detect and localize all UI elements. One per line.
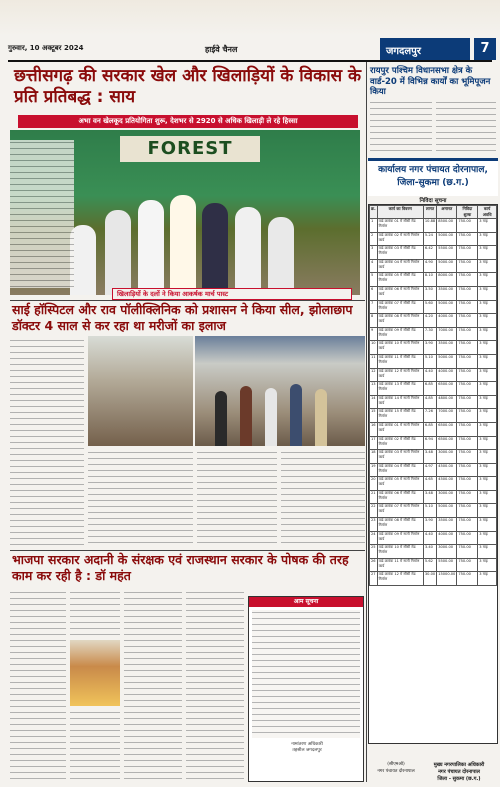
table-cell: वार्ड क्रमांक 07 में सीसी रोड निर्माण [377, 300, 423, 314]
table-cell: 17 [370, 436, 378, 450]
table-cell: 4.85 [423, 395, 436, 409]
table-cell: 13 [370, 382, 378, 396]
table-cell: 750.00 [457, 314, 478, 328]
table-row [370, 531, 497, 545]
table-row [370, 273, 497, 287]
table-cell: वार्ड क्रमांक 10 में सीसी रोड निर्माण [377, 545, 423, 559]
table-cell: 4500.00 [437, 477, 457, 491]
table-cell: 8500.00 [437, 219, 457, 233]
photo-person [268, 217, 294, 295]
signature-right: मुख्य नगरपालिका अधिकारी नगर पंचायत दोरनापाल जिला - सुकमा (छ.ग.) [433, 762, 485, 782]
table-cell: 3 माह [478, 273, 497, 287]
table-cell: 750.00 [457, 341, 478, 355]
table-cell: 3.90 [423, 518, 436, 532]
table-cell: 3 माह [478, 246, 497, 260]
table-row [370, 314, 497, 328]
table-cell: 3500.00 [437, 341, 457, 355]
table-cell: 3 माह [478, 395, 497, 409]
table-row [370, 219, 497, 233]
table-row [370, 232, 497, 246]
table-cell: 4500.00 [437, 463, 457, 477]
table-cell: 9 [370, 327, 378, 341]
table-cell: वार्ड क्रमांक 06 में सीसी रोड निर्माण [377, 490, 423, 504]
table-cell: 15000.00 [437, 572, 457, 586]
table-cell: 750.00 [457, 368, 478, 382]
table-cell: 6.85 [423, 422, 436, 436]
table-cell: वार्ड क्रमांक 01 में नाली निर्माण कार्य [377, 422, 423, 436]
table-cell: वार्ड क्रमांक 13 में सीसी रोड निर्माण [377, 382, 423, 396]
table-cell: 26 [370, 558, 378, 572]
photo-banner-text: FOREST [120, 136, 260, 162]
table-cell: 3 माह [478, 409, 497, 423]
table-cell: 3 माह [478, 463, 497, 477]
table-cell: 3 माह [478, 300, 497, 314]
table-cell: 3.50 [423, 286, 436, 300]
tender-table [368, 204, 498, 744]
table-cell: 750.00 [457, 531, 478, 545]
table-cell: वार्ड क्रमांक 07 में नाली निर्माण कार्य [377, 504, 423, 518]
table-cell: 7.26 [423, 409, 436, 423]
table-cell: 23 [370, 518, 378, 532]
table-cell: 6.85 [423, 382, 436, 396]
table-cell: 3 माह [478, 382, 497, 396]
table-cell: 3000.00 [437, 490, 457, 504]
table-cell: 8 [370, 314, 378, 328]
table-cell: 5.60 [423, 300, 436, 314]
photo-person [105, 210, 131, 295]
table-cell: 10.88 [423, 219, 436, 233]
table-cell: 3 माह [478, 219, 497, 233]
table-row [370, 545, 497, 559]
table-cell: 750.00 [457, 558, 478, 572]
table-cell: 4.40 [423, 531, 436, 545]
table-cell: 3 माह [478, 368, 497, 382]
table-cell: 750.00 [457, 422, 478, 436]
table-cell: वार्ड क्रमांक 09 में नाली निर्माण कार्य [377, 531, 423, 545]
table-row [370, 436, 497, 450]
table-cell: 8.10 [423, 273, 436, 287]
table-cell: वार्ड क्रमांक 14 में नाली निर्माण कार्य [377, 395, 423, 409]
table-cell: 3 [370, 246, 378, 260]
table-cell: 750.00 [457, 382, 478, 396]
photo-person [170, 195, 196, 295]
table-cell: 750.00 [457, 273, 478, 287]
middle-headline: साई हॉस्पिटल और राव पॉलीक्लिनिक को प्रशासन ने किया सील, झोलाछाप डॉक्टर 4 साल से कर रहा था मरीजों का इलाज [12, 302, 353, 333]
table-header: कार्य का विवरण [377, 206, 423, 219]
table-cell: 750.00 [457, 518, 478, 532]
table-cell: 4800.00 [437, 395, 457, 409]
table-cell: 3.48 [423, 490, 436, 504]
table-cell: 4000.00 [437, 531, 457, 545]
table-cell: वार्ड क्रमांक 11 में नाली निर्माण कार्य [377, 558, 423, 572]
table-row [370, 259, 497, 273]
table-cell: 4000.00 [437, 314, 457, 328]
column-rule [366, 62, 367, 782]
table-cell: 6.42 [423, 246, 436, 260]
table-cell: 750.00 [457, 477, 478, 491]
table-cell: वार्ड क्रमांक 15 में सीसी रोड निर्माण [377, 409, 423, 423]
table-header: क्र. [370, 206, 378, 219]
table-cell: 5000.00 [437, 259, 457, 273]
table-cell: वार्ड क्रमांक 10 में नाली निर्माण कार्य [377, 341, 423, 355]
newspaper-name: हाईवे चैनल [205, 45, 238, 54]
table-cell: वार्ड क्रमांक 11 में सीसी रोड निर्माण [377, 354, 423, 368]
table-cell: वार्ड क्रमांक 05 में सीसी रोड निर्माण [377, 273, 423, 287]
page-number: 7 [474, 38, 496, 60]
table-cell: 750.00 [457, 232, 478, 246]
table-row [370, 490, 497, 504]
table-cell: वार्ड क्रमांक 06 में नाली निर्माण कार्य [377, 286, 423, 300]
table-cell: 7000.00 [437, 327, 457, 341]
table-cell: 3 माह [478, 341, 497, 355]
table-cell: 750.00 [457, 463, 478, 477]
table-cell: 3 माह [478, 490, 497, 504]
body-text-column [197, 450, 277, 548]
tender-subtitle: निविदा सूचना [419, 198, 447, 204]
table-cell: 6 [370, 286, 378, 300]
table-cell: 3 माह [478, 545, 497, 559]
table-cell: 3 माह [478, 286, 497, 300]
table-cell: 10 [370, 341, 378, 355]
table-cell: 5.62 [423, 558, 436, 572]
table-cell: 750.00 [457, 572, 478, 586]
photo-person [202, 203, 228, 295]
table-cell: 3 माह [478, 422, 497, 436]
table-cell: वार्ड क्रमांक 05 में नाली निर्माण कार्य [377, 477, 423, 491]
table-cell: 3 माह [478, 327, 497, 341]
table-row [370, 572, 497, 586]
right-headline: रायपुर पश्चिम विधानसभा क्षेत्र के वार्ड-20 में विभिन्न कार्यों का भूमिपूजन किया [370, 66, 491, 97]
table-cell: 15 [370, 409, 378, 423]
table-row [370, 354, 497, 368]
table-cell: वार्ड क्रमांक 02 में सीसी रोड निर्माण [377, 436, 423, 450]
table-row [370, 300, 497, 314]
table-cell: 4.97 [423, 463, 436, 477]
body-text-column [124, 590, 182, 780]
city-label: जगदलपुर [380, 38, 470, 60]
table-cell: 3 माह [478, 436, 497, 450]
table-cell: 750.00 [457, 354, 478, 368]
table-row [370, 450, 497, 464]
body-text-column [10, 140, 74, 288]
table-cell: 3 माह [478, 232, 497, 246]
table-cell: 3500.00 [437, 286, 457, 300]
table-cell: 22 [370, 504, 378, 518]
body-text-column [10, 338, 84, 548]
photo-caption [112, 288, 352, 300]
table-cell: 5500.00 [437, 246, 457, 260]
table-cell: 3000.00 [437, 545, 457, 559]
table-row [370, 246, 497, 260]
table-cell: 750.00 [457, 395, 478, 409]
table-cell: 6500.00 [437, 382, 457, 396]
table-cell: वार्ड क्रमांक 04 में नाली निर्माण कार्य [377, 259, 423, 273]
office-title: कार्यालय नगर पंचायत दोरनापाल, जिला-सुकमा (छ.ग.) [368, 158, 498, 196]
table-cell: 24 [370, 531, 378, 545]
table-cell: 750.00 [457, 286, 478, 300]
body-text-column [88, 450, 193, 548]
table-cell: 5000.00 [437, 300, 457, 314]
table-cell: 3.48 [423, 450, 436, 464]
table-row [370, 518, 497, 532]
table-cell: 19 [370, 463, 378, 477]
table-cell: 750.00 [457, 450, 478, 464]
table-cell: 20 [370, 477, 378, 491]
table-cell: 7.30 [423, 327, 436, 341]
table-row [370, 409, 497, 423]
table-cell: 7000.00 [437, 409, 457, 423]
table-cell: 2 [370, 232, 378, 246]
table-cell: 5.10 [423, 354, 436, 368]
table-cell: वार्ड क्रमांक 02 में नाली निर्माण कार्य [377, 232, 423, 246]
notice-signature: नामांतरण अधिकारी तहसील जगदलपुर [291, 742, 323, 753]
issue-date: गुरुवार, 10 अक्टूबर 2024 [8, 44, 84, 52]
table-cell: 750.00 [457, 490, 478, 504]
table-row [370, 422, 497, 436]
public-notice-title: आम सूचना [249, 597, 363, 607]
table-cell: 3.90 [423, 341, 436, 355]
body-text-column [70, 590, 120, 636]
table-cell: वार्ड क्रमांक 08 में नाली निर्माण कार्य [377, 314, 423, 328]
photo-person [235, 207, 261, 295]
bottom-headline: भाजपा सरकार अदानी के संरक्षक एवं राजस्थान सरकार के पोषक की तरह काम कर रही है : डॉ महंत [12, 552, 349, 583]
photo-person [138, 200, 164, 295]
section-rule [10, 300, 365, 301]
table-cell: 3000.00 [437, 450, 457, 464]
table-cell: 750.00 [457, 327, 478, 341]
table-header: अमानत [437, 206, 457, 219]
table-cell: 3500.00 [437, 518, 457, 532]
table-cell: 750.00 [457, 545, 478, 559]
table-cell: 750.00 [457, 259, 478, 273]
table-row [370, 558, 497, 572]
table-header: निविदा शुल्क [457, 206, 478, 219]
table-cell: 750.00 [457, 219, 478, 233]
table-row [370, 341, 497, 355]
table-cell: वार्ड क्रमांक 04 में सीसी रोड निर्माण [377, 463, 423, 477]
table-row [370, 463, 497, 477]
table-cell: 8000.00 [437, 273, 457, 287]
table-row [370, 286, 497, 300]
table-cell: वार्ड क्रमांक 12 में सीसी रोड निर्माण [377, 572, 423, 586]
table-cell: 4 [370, 259, 378, 273]
table-cell: 5000.00 [437, 504, 457, 518]
table-cell: 3 माह [478, 314, 497, 328]
clinic-photo [88, 336, 193, 446]
table-cell: वार्ड क्रमांक 12 में नाली निर्माण कार्य [377, 368, 423, 382]
table-cell: 11 [370, 354, 378, 368]
table-cell: 6500.00 [437, 436, 457, 450]
body-text-column [436, 100, 496, 154]
table-cell: 750.00 [457, 246, 478, 260]
table-cell: 27 [370, 572, 378, 586]
table-cell: 4000.00 [437, 368, 457, 382]
photo-caption-text: खिलाड़ियों के दलों ने किया आकर्षक मार्च पास्ट [117, 290, 229, 298]
table-cell: वार्ड क्रमांक 08 में सीसी रोड निर्माण [377, 518, 423, 532]
table-cell: 25 [370, 545, 378, 559]
notice-text [252, 610, 360, 738]
table-cell: 18 [370, 450, 378, 464]
table-cell: वार्ड क्रमांक 09 में सीसी रोड निर्माण [377, 327, 423, 341]
table-row [370, 327, 497, 341]
table-cell: 3 माह [478, 354, 497, 368]
table-header: कार्य अवधि [478, 206, 497, 219]
body-text-column [186, 590, 244, 780]
masthead-background [0, 0, 500, 36]
lead-subheadline: अभा वन खेलकूद प्रतियोगिता शुरू, देशभर से 2920 से अधिक खिलाड़ी ले रहे हिस्सा [18, 115, 358, 128]
table-header: लागत [423, 206, 436, 219]
table-cell: 5.10 [423, 504, 436, 518]
raid-photo [195, 336, 365, 446]
table-cell: 21 [370, 490, 378, 504]
table-cell: 12 [370, 368, 378, 382]
table-cell: 750.00 [457, 504, 478, 518]
table-cell: 3 माह [478, 558, 497, 572]
table-cell: वार्ड क्रमांक 01 में सीसी रोड निर्माण [377, 219, 423, 233]
body-text-column [10, 590, 66, 780]
table-cell: 3 माह [478, 477, 497, 491]
header-rule [8, 60, 492, 62]
table-cell: 750.00 [457, 436, 478, 450]
table-cell: 3.40 [423, 545, 436, 559]
table-cell: 750.00 [457, 409, 478, 423]
section-rule [10, 550, 365, 551]
table-cell: 16 [370, 422, 378, 436]
table-cell: 14 [370, 395, 378, 409]
table-cell: 4.90 [423, 259, 436, 273]
table-cell: 5500.00 [437, 558, 457, 572]
table-cell: 750.00 [457, 300, 478, 314]
table-cell: 5000.00 [437, 354, 457, 368]
table-cell: वार्ड क्रमांक 03 में नाली निर्माण कार्य [377, 450, 423, 464]
table-cell: 1 [370, 219, 378, 233]
table-cell: 6500.00 [437, 422, 457, 436]
table-cell: 30.00 [423, 572, 436, 586]
table-row [370, 504, 497, 518]
table-cell: 4.40 [423, 368, 436, 382]
table-row [370, 395, 497, 409]
body-text-column [70, 710, 120, 780]
table-cell: वार्ड क्रमांक 03 में सीसी रोड निर्माण [377, 246, 423, 260]
table-cell: 3 माह [478, 531, 497, 545]
lead-headline: छत्तीसगढ़ की सरकार खेल और खिलाड़ियों के विकास के प्रति प्रतिबद्ध : साय [14, 66, 362, 107]
table-cell: 3 माह [478, 572, 497, 586]
table-cell: 4.20 [423, 314, 436, 328]
table-cell: 5 [370, 273, 378, 287]
politician-photo [70, 640, 120, 706]
body-text-column [370, 100, 432, 154]
table-cell: 3 माह [478, 504, 497, 518]
table-row [370, 477, 497, 491]
table-cell: 3 माह [478, 518, 497, 532]
table-row [370, 368, 497, 382]
table-cell: 5.24 [423, 232, 436, 246]
table-row [370, 382, 497, 396]
table-cell: 7 [370, 300, 378, 314]
body-text-column [281, 450, 365, 548]
table-cell: 3 माह [478, 259, 497, 273]
signature-left: (सीएमओ) नगर पंचायत दोरनापाल [377, 762, 415, 774]
table-cell: 3 माह [478, 450, 497, 464]
table-cell: 4.65 [423, 477, 436, 491]
table-cell: 5000.00 [437, 232, 457, 246]
table-cell: 6.94 [423, 436, 436, 450]
